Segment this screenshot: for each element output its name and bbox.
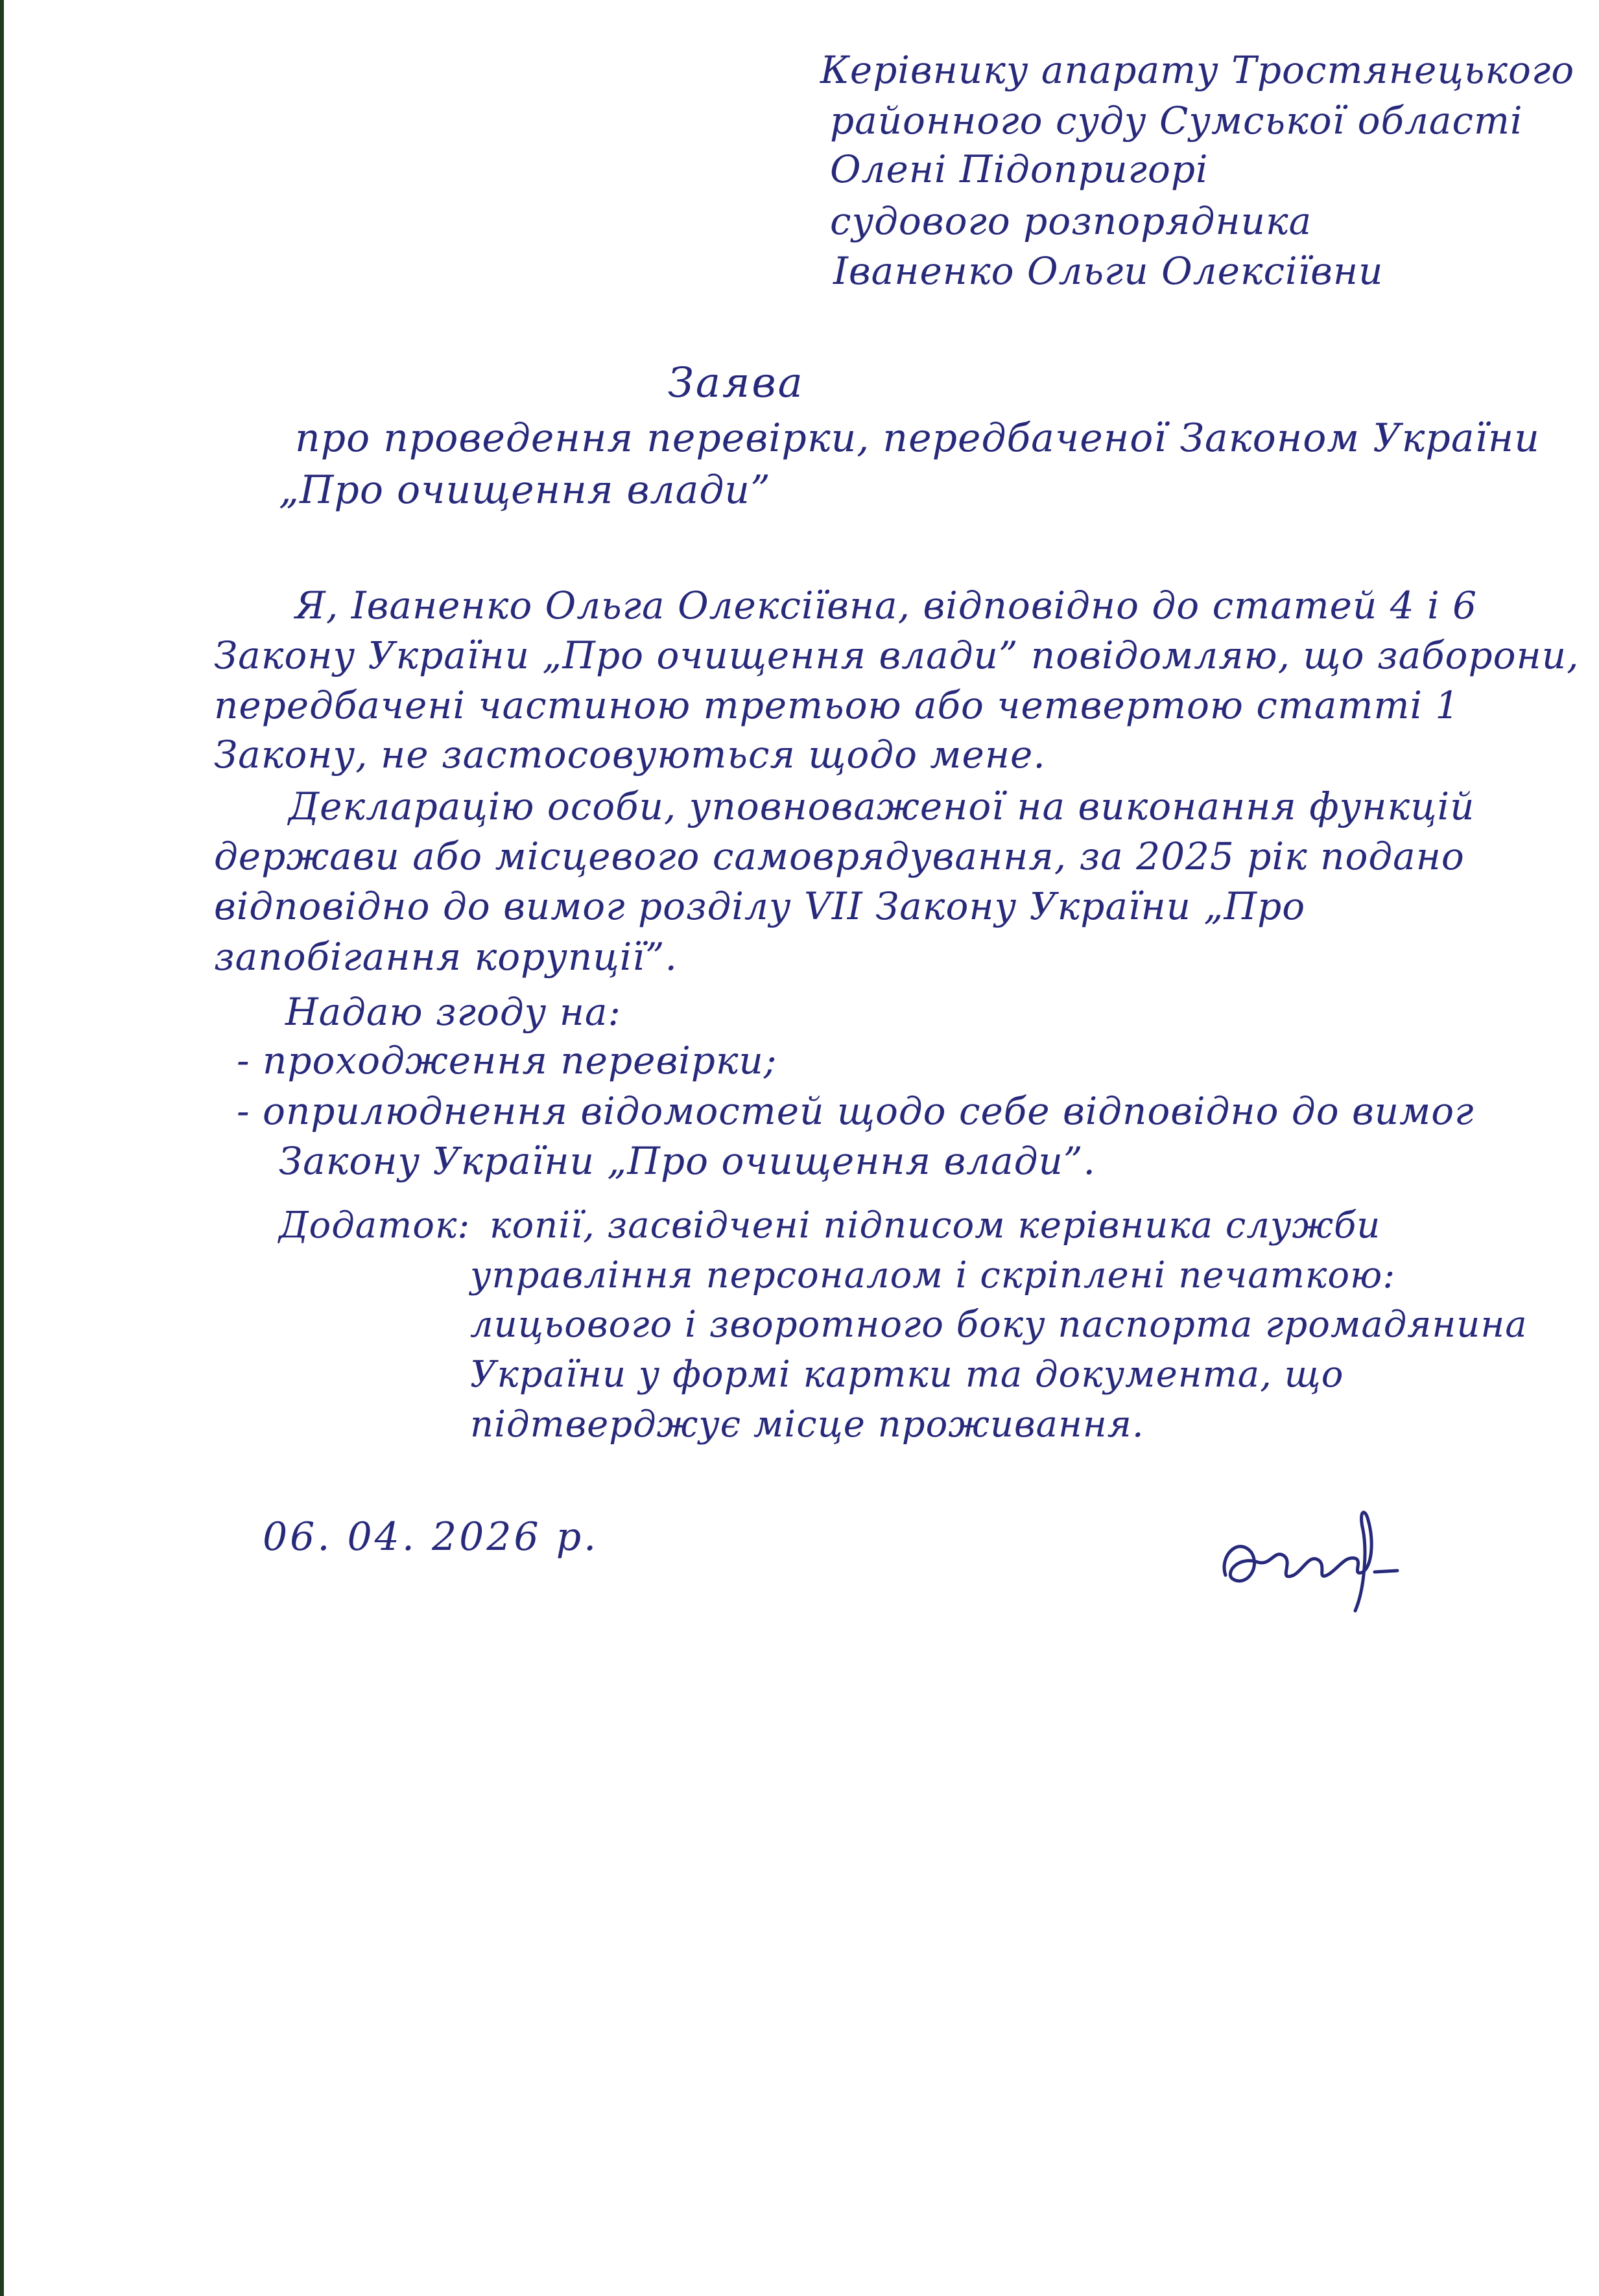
addressee-line-5: Іваненко Ольги Олексіївни bbox=[833, 249, 1384, 293]
signature bbox=[1213, 1491, 1407, 1621]
attachment-line-1: копії, засвідчені підписом керівника служби bbox=[490, 1204, 1381, 1247]
attachment-line-3: лицьового і зворотного боку паспорта громадянина bbox=[470, 1304, 1528, 1346]
consent-item-2: - оприлюднення відомостей щодо себе відповідно до вимог bbox=[237, 1089, 1475, 1133]
paragraph-2-line-3: відповідно до вимог розділу VII Закону України „Про bbox=[214, 884, 1306, 928]
paragraph-2-line-4: запобігання корупції”. bbox=[214, 935, 678, 979]
paragraph-1-line-3: передбачені частиною третьою або четвертою статті 1 bbox=[214, 683, 1460, 727]
document-title: Заява bbox=[668, 359, 805, 407]
paragraph-1-line-1: Я, Іваненко Ольга Олексіївна, відповідно до статей 4 і 6 bbox=[295, 583, 1477, 627]
attachment-line-4: України у формі картки та документа, що bbox=[470, 1353, 1344, 1396]
paragraph-1-line-2: Закону України „Про очищення влади” повідомляю, що заборони, bbox=[214, 633, 1580, 677]
paragraph-1-line-4: Закону, не застосовуються щодо мене. bbox=[214, 732, 1046, 777]
attachment-line-5: підтверджує місце проживання. bbox=[470, 1403, 1144, 1446]
addressee-line-4: судового розпорядника bbox=[830, 199, 1312, 243]
attachment-label: Додаток: bbox=[279, 1204, 471, 1247]
document-date: 06. 04. 2026 р. bbox=[263, 1514, 599, 1560]
addressee-line-1: Керівнику апарату Тростянецького bbox=[820, 48, 1575, 92]
consent-intro: Надаю згоду на: bbox=[285, 990, 622, 1034]
paragraph-2-line-1: Декларацію особи, уповноваженої на виконання функцій bbox=[289, 784, 1475, 828]
consent-item-1: - проходження перевірки; bbox=[237, 1038, 777, 1083]
addressee-line-3: Олені Підопригорі bbox=[830, 147, 1209, 191]
paragraph-2-line-2: держави або місцевого самоврядування, за 2025 рік подано bbox=[214, 834, 1465, 878]
attachment-line-2: управління персоналом і скріплені печаткою: bbox=[470, 1254, 1396, 1296]
document-subtitle-line-2: „Про очищення влади” bbox=[279, 467, 771, 513]
consent-item-2-continuation: Закону України „Про очищення влади”. bbox=[279, 1139, 1096, 1183]
document-subtitle-line-1: про проведення перевірки, передбаченої Законом України bbox=[295, 416, 1540, 461]
addressee-line-2: районного суду Сумської області bbox=[830, 99, 1523, 143]
